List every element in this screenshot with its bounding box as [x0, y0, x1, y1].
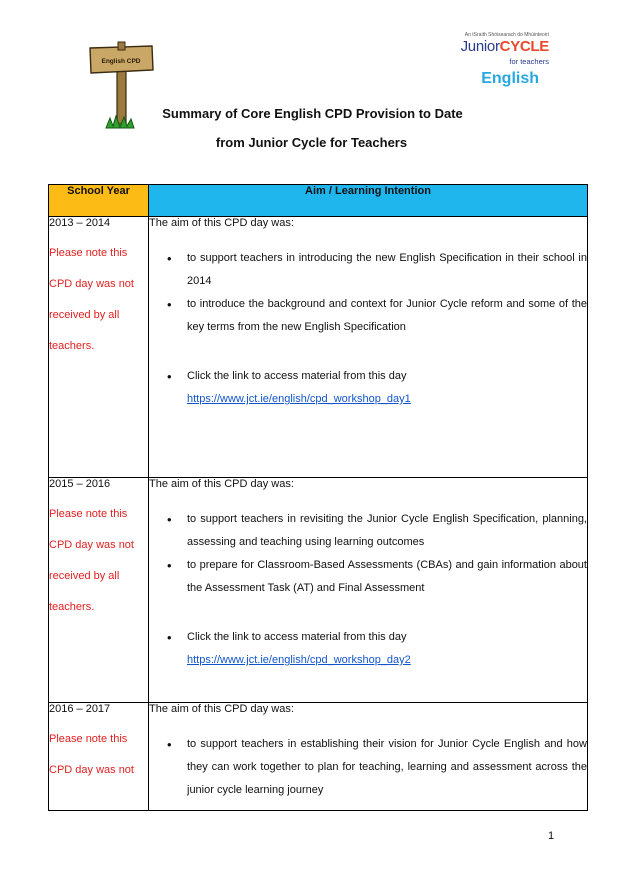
link-bullet	[187, 626, 587, 672]
header-school-year: School Year	[49, 185, 149, 217]
cpd-summary-table	[48, 184, 588, 811]
aim-list	[149, 508, 587, 600]
document-title: Summary of Core English CPD Provision to Date	[162, 106, 463, 121]
school-year: 2015 – 2016	[49, 478, 111, 490]
note-line: CPD day was not	[49, 278, 134, 290]
note-line: teachers.	[49, 340, 95, 352]
link-label: Click the link to access material from this day	[187, 631, 407, 643]
logo-cycle: CYCLE	[499, 38, 549, 55]
link-bullet	[187, 365, 587, 411]
logo-for-teachers: for teachers	[509, 57, 549, 66]
table-row	[49, 478, 588, 703]
aim-bullet: • to prepare for Classroom-Based Assessments (CBAs) and gain information about the Assessment Task (AT) and Final Assessment	[187, 554, 587, 600]
aim-bullet: • to support teachers in establishing their vision for Junior Cycle English and how they can work together to plan for teaching, learning and assessment across the junior cycle learning journey	[187, 733, 587, 802]
note-line: teachers.	[49, 601, 95, 613]
logo-junior: Junior	[460, 38, 500, 55]
year-cell	[49, 703, 149, 811]
aim-cell	[149, 703, 588, 811]
note-line: Please note this	[49, 508, 128, 520]
junior-cycle-logo	[452, 28, 577, 98]
note-line: received by all	[49, 570, 120, 582]
document-subtitle: from Junior Cycle for Teachers	[215, 135, 408, 150]
aim-bullet: • to support teachers in revisiting the Junior Cycle English Specification, planning, assessing and teaching using learning outcomes	[187, 508, 587, 554]
year-cell	[49, 478, 149, 703]
aim-bullet: • to support teachers in introducing the new English Specification in their school in 2014	[187, 247, 587, 293]
table-header-row	[49, 185, 588, 217]
workshop-day2-link[interactable]: https://www.jct.ie/english/cpd_workshop_day2	[187, 654, 411, 666]
table-row	[49, 217, 588, 478]
link-list	[149, 365, 587, 411]
note-line: CPD day was not	[49, 539, 134, 551]
page-number: 1	[548, 830, 555, 842]
school-year: 2016 – 2017	[49, 703, 111, 715]
workshop-day1-link[interactable]: https://www.jct.ie/english/cpd_workshop_day1	[187, 393, 411, 405]
link-list	[149, 626, 587, 672]
aim-intro: The aim of this CPD day was:	[149, 703, 294, 715]
header-aim: Aim / Learning Intention	[149, 185, 588, 217]
aim-list	[149, 247, 587, 339]
aim-intro: The aim of this CPD day was:	[149, 478, 294, 490]
table-row	[49, 703, 588, 811]
aim-bullet: • to introduce the background and context for Junior Cycle reform and some of the key terms from the new English Specification	[187, 293, 587, 339]
aim-cell	[149, 478, 588, 703]
school-year: 2013 – 2014	[49, 217, 111, 229]
note-line: received by all	[49, 309, 120, 321]
logo-wordmark	[461, 38, 549, 55]
note-line: Please note this	[49, 733, 128, 745]
logo-subject: English	[481, 70, 539, 87]
aim-list	[149, 733, 587, 802]
note-line: Please note this	[49, 247, 128, 259]
sign-label: English CPD	[101, 58, 141, 65]
note-line: CPD day was not	[49, 764, 134, 776]
logo-irish-text: An tSraith Shóisearach do Mhúinteoirí	[464, 32, 549, 38]
aim-cell	[149, 217, 588, 478]
link-label: Click the link to access material from this day	[187, 370, 407, 382]
year-cell	[49, 217, 149, 478]
aim-intro: The aim of this CPD day was:	[149, 217, 294, 229]
